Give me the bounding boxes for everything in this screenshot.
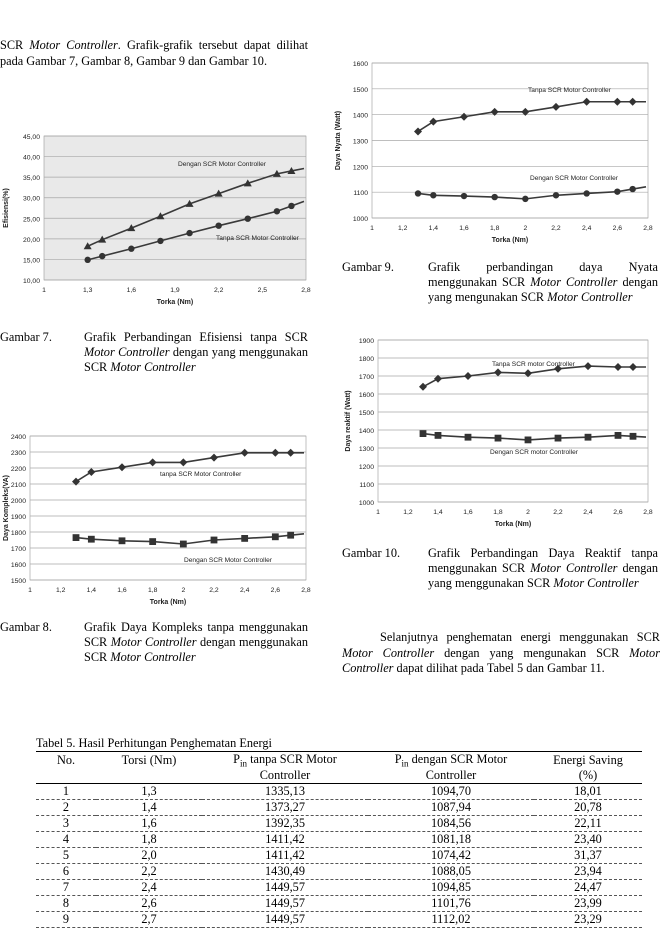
fig9-xtick-label: 1,6 (459, 225, 469, 232)
fig9-xtick-label: 1,8 (489, 225, 500, 232)
table-row (36, 784, 642, 800)
figure7-label: Gambar 7. (0, 330, 52, 344)
fig7-ytick-label: 45,00 (22, 134, 40, 141)
fig9-data-point (491, 194, 497, 200)
fig7-xtick-label: 1,9 (170, 287, 180, 294)
fig8-ytick-label: 2200 (10, 466, 26, 473)
fig8-xtick-label: 1,4 (86, 587, 97, 594)
fig9-xtick-label: 1,4 (428, 225, 439, 232)
fig8-ytick-label: 1500 (10, 578, 26, 585)
fig7-ylabel: Efisiensi(%) (3, 188, 10, 228)
table-row (36, 896, 642, 912)
fig10-ytick-label: 1100 (359, 482, 374, 489)
table-cell: 1449,57 (265, 912, 305, 927)
fig10-xtick-label: 2 (526, 509, 530, 516)
table-cell: 23,94 (574, 864, 602, 879)
table-cell: 9 (62, 912, 70, 927)
fig8-ytick-label: 2300 (10, 450, 26, 457)
table5 (36, 736, 642, 928)
table-cell: 1373,27 (265, 800, 305, 815)
fig7-ytick-label: 25,00 (22, 216, 40, 224)
table-row (36, 880, 642, 896)
table5-header-torsi: Torsi (Nm) (121, 752, 177, 767)
fig10-xlabel: Torka (Nm) (494, 521, 532, 528)
figure8-caption: Gambar 8. Grafik Daya Kompleks tanpa menggunakan SCR Motor Controller dengan menggunakan SCR Motor Controller (0, 620, 309, 664)
fig8-xtick-label: 1,8 (147, 587, 158, 594)
fig8-data-point (88, 536, 95, 543)
fig10-xtick-label: 2,6 (613, 509, 623, 516)
fig9-data-point (583, 190, 589, 196)
fig10-data-point (495, 435, 502, 442)
fig9-ylabel: Daya Nyata (Watt) (335, 110, 342, 171)
table5-header-pin-dengan: $P_{in}$ dengan SCR Motor Controller (394, 752, 508, 783)
table-cell: 1087,94 (431, 800, 471, 815)
table-cell: 1094,85 (431, 880, 471, 895)
fig9-xtick-label: 2,6 (612, 225, 623, 232)
fig7-xlabel: Torka (Nm) (156, 299, 194, 306)
figure10-caption: Gambar 10. Grafik Perbandingan Daya Reaktif tanpa menggunakan SCR Motor Controller dengan yang menggunakan SCR Motor Controller (342, 546, 659, 590)
fig10-ytick-label: 1900 (358, 338, 374, 345)
table-cell: 3 (62, 816, 70, 831)
table-cell: 1,6 (141, 816, 157, 831)
table-cell: 2,2 (141, 864, 157, 879)
fig8-xlabel: Torka (Nm) (149, 599, 187, 606)
fig7-data-point (288, 203, 294, 209)
fig9-xtick-label: 2,8 (643, 225, 653, 232)
fig10-xtick-label: 1,6 (463, 509, 473, 516)
fig9-data-point (629, 186, 635, 192)
fig9-series-label: Dengan SCR Motor Controller (530, 175, 618, 182)
fig8-xtick-label: 1,6 (117, 587, 127, 594)
fig8-xtick-label: 1 (28, 587, 32, 594)
fig9-ytick-label: 1600 (352, 61, 368, 68)
fig10-ytick-label: 1600 (358, 392, 374, 399)
fig10-ytick-label: 1400 (358, 428, 374, 435)
table-cell: 7 (62, 880, 70, 895)
table-cell: 1335,13 (265, 784, 305, 799)
table-cell: 1392,35 (265, 816, 305, 831)
fig8-data-point (272, 533, 279, 540)
fig8-ytick-label: 1600 (10, 562, 26, 569)
fig9-xtick-label: 2,2 (551, 225, 561, 232)
fig7-ytick-label: 10,00 (22, 278, 40, 285)
figure7-chart-svg (0, 120, 312, 308)
fig9-ytick-label: 1100 (353, 190, 368, 198)
figure7-chart (0, 120, 312, 308)
table-cell: 1,8 (141, 832, 157, 847)
fig9-data-point (461, 193, 467, 199)
fig8-data-point (119, 537, 126, 544)
fig9-xtick-label: 1,2 (397, 225, 408, 232)
fig7-data-point (128, 246, 134, 252)
fig9-ytick-label: 1400 (352, 112, 368, 120)
fig7-series-label: Dengan SCR Motor Controller (178, 161, 266, 168)
fig8-data-point (180, 541, 187, 548)
fig10-xtick-label: 2,4 (583, 509, 593, 516)
fig8-series-label: Dengan SCR Motor Controller (184, 557, 272, 564)
fig8-ytick-label: 2400 (10, 434, 26, 441)
figure9-chart-svg (332, 52, 653, 250)
table-cell: 2,4 (141, 880, 157, 895)
fig10-series-label: Dengan SCR motor Controller (490, 449, 578, 456)
fig10-ytick-label: 1200 (358, 464, 374, 471)
fig8-data-point (211, 537, 218, 544)
table-cell: 20,78 (574, 800, 602, 815)
table-cell: 1411,42 (265, 832, 305, 847)
table-row (36, 800, 642, 816)
fig8-series-label: tanpa SCR Motor Controller (160, 471, 242, 478)
fig9-xtick-label: 2,4 (581, 225, 592, 232)
fig10-data-point (585, 434, 592, 441)
table-cell: 5 (62, 848, 70, 863)
fig8-data-point (73, 534, 80, 541)
table5-grid (36, 751, 642, 928)
fig8-ytick-label: 1700 (10, 546, 26, 553)
fig10-series-label: Tanpa SCR motor Controller (492, 361, 575, 368)
fig7-xtick-label: 1,3 (82, 287, 93, 294)
fig7-plot-area (44, 136, 306, 280)
fig7-data-point (99, 253, 105, 259)
fig8-xtick-label: 2,8 (301, 587, 311, 594)
right-paragraph: Selanjutnya penghematan energi menggunakan SCR Motor Controller dengan yang mengunakan SCR Motor Controller dapat dilihat pada Tabel 5 dan Gambar 11. (342, 630, 660, 675)
table5-header-pin-tanpa: $P_{in}$ tanpa SCR Motor Controller (233, 752, 337, 783)
fig8-ytick-label: 2000 (10, 498, 26, 505)
figure7-caption: Gambar 7. Grafik Perbandingan Efisiensi tanpa SCR Motor Controller dengan yang menggunakan SCR Motor Controller (0, 330, 308, 374)
fig9-series-label: Tanpa SCR Motor Controller (528, 87, 611, 94)
fig10-xtick-label: 2,2 (553, 509, 563, 516)
fig8-xtick-label: 1,2 (55, 587, 66, 594)
table-cell: 1101,76 (431, 896, 471, 911)
fig8-data-point (149, 538, 156, 545)
table-cell: 1449,57 (265, 880, 305, 895)
table-row (36, 864, 642, 880)
table-cell: 1449,57 (265, 896, 305, 911)
table-row (36, 912, 642, 928)
figure10-label: Gambar 10. (342, 546, 401, 560)
table5-header-no: No. (56, 752, 76, 767)
fig10-ylabel: Daya reaktif (Watt) (345, 390, 352, 452)
figure9-caption: Gambar 9. Grafik perbandingan daya Nyata menggunakan SCR Motor Controller dengan yang mengunakan SCR Motor Controller (342, 260, 659, 304)
table-cell: 31,37 (574, 848, 602, 863)
fig8-xtick-label: 2,2 (209, 587, 219, 594)
fig9-data-point (522, 196, 528, 202)
figure10-chart-svg (342, 328, 653, 538)
fig10-data-point (435, 432, 442, 439)
table-cell: 1 (62, 784, 70, 799)
fig7-data-point (186, 230, 192, 236)
table-cell: 2 (62, 800, 70, 815)
fig10-ytick-label: 1500 (358, 410, 374, 417)
table-cell: 23,40 (574, 832, 602, 847)
fig7-ytick-label: 20,00 (22, 236, 40, 244)
fig7-xtick-label: 2,5 (257, 287, 268, 294)
fig8-data-point (241, 535, 248, 542)
fig10-ytick-label: 1300 (358, 446, 374, 453)
fig8-ytick-label: 1900 (10, 514, 26, 521)
fig9-data-point (553, 192, 559, 198)
fig9-data-point (614, 188, 620, 194)
table-cell: 18,01 (574, 784, 602, 799)
fig10-data-point (465, 434, 472, 441)
figure8-chart-svg (0, 428, 312, 616)
fig10-ytick-label: 1000 (358, 500, 374, 507)
table-cell: 1411,42 (265, 848, 305, 863)
fig10-data-point (630, 433, 637, 440)
fig10-data-point (525, 437, 532, 444)
fig8-xtick-label: 2 (181, 587, 186, 594)
table-row (36, 816, 642, 832)
fig9-xtick-label: 2 (523, 225, 528, 232)
table-cell: 4 (62, 832, 70, 847)
table-cell: 6 (62, 864, 70, 879)
fig8-xtick-label: 2,6 (270, 587, 281, 594)
fig7-ytick-label: 15,00 (22, 257, 40, 265)
figure10-chart (342, 328, 653, 538)
table5-header-saving: Energi Saving (%) (553, 752, 623, 782)
table-cell: 1088,05 (431, 864, 471, 879)
fig9-ytick-label: 1200 (352, 164, 368, 172)
fig9-xtick-label: 1 (370, 225, 374, 232)
table-row (36, 848, 642, 864)
fig7-xtick-label: 1 (42, 287, 46, 294)
table-cell: 2,0 (141, 848, 157, 863)
fig7-data-point (84, 257, 90, 263)
fig8-ytick-label: 2100 (10, 482, 26, 489)
table5-body (36, 784, 642, 928)
table-cell: 1430,49 (265, 864, 305, 879)
fig7-data-point (157, 238, 163, 244)
fig9-data-point (415, 190, 421, 196)
fig7-series-label: Tanpa SCR Motor Controller (216, 235, 299, 242)
table-row (36, 832, 642, 848)
fig7-xtick-label: 1,6 (126, 287, 137, 294)
table-cell: 1094,70 (431, 784, 471, 799)
fig10-xtick-label: 1,4 (433, 509, 443, 516)
fig7-ytick-label: 35,00 (22, 175, 40, 183)
fig7-ytick-label: 40,00 (22, 154, 40, 162)
table-cell: 1074,42 (431, 848, 471, 863)
fig10-ytick-label: 1700 (358, 374, 374, 381)
fig8-ytick-label: 1800 (10, 530, 26, 537)
fig9-ytick-label: 1500 (352, 86, 368, 94)
fig10-ytick-label: 1800 (358, 356, 374, 363)
fig8-xtick-label: 2,4 (239, 587, 250, 594)
table-cell: 1084,56 (431, 816, 471, 831)
fig8-data-point (287, 532, 294, 539)
fig9-data-point (430, 192, 436, 198)
fig7-xtick-label: 2,2 (213, 287, 224, 294)
fig10-xtick-label: 1,8 (493, 509, 503, 516)
table-cell: 1081,18 (431, 832, 471, 847)
figure8-chart (0, 428, 312, 616)
fig10-data-point (420, 430, 427, 437)
figure8-label: Gambar 8. (0, 620, 52, 634)
table-cell: 2,7 (141, 912, 157, 927)
table-cell: 23,29 (574, 912, 602, 927)
table-cell: 22,11 (574, 816, 602, 831)
fig8-ylabel: Daya Kompleks(VA) (3, 474, 10, 542)
fig7-data-point (274, 208, 280, 214)
fig7-data-point (245, 215, 251, 221)
fig10-xtick-label: 2,8 (643, 509, 653, 516)
table-cell: 1,4 (141, 800, 157, 815)
table-cell: 1,3 (141, 784, 157, 799)
fig9-xlabel: Torka (Nm) (491, 237, 529, 244)
table-cell: 24,47 (574, 880, 602, 895)
fig10-data-point (555, 435, 562, 442)
fig10-xtick-label: 1 (376, 509, 380, 516)
figure9-chart (332, 52, 653, 250)
fig9-ytick-label: 1300 (352, 138, 368, 146)
fig7-xtick-label: 2,8 (301, 287, 311, 294)
fig10-xtick-label: 1,2 (403, 509, 413, 516)
table-cell: 2,6 (141, 896, 157, 911)
fig10-data-point (615, 432, 622, 439)
fig9-ytick-label: 1000 (352, 216, 368, 223)
intro-paragraph: SCR Motor Controller. Grafik-grafik tersebut dapat dilihat pada Gambar 7, Gambar 8, Gambar 9 dan Gambar 10. (0, 38, 308, 68)
table-cell: 1112,02 (431, 912, 471, 927)
table-cell: 23,99 (574, 896, 602, 911)
table5-header-row (36, 752, 642, 784)
fig7-ytick-label: 30,00 (22, 195, 40, 203)
table-cell: 8 (62, 896, 70, 911)
table5-caption: Tabel 5. Hasil Perhitungan Penghematan Energi (36, 736, 272, 750)
figure9-label: Gambar 9. (342, 260, 394, 274)
fig7-data-point (215, 222, 221, 228)
